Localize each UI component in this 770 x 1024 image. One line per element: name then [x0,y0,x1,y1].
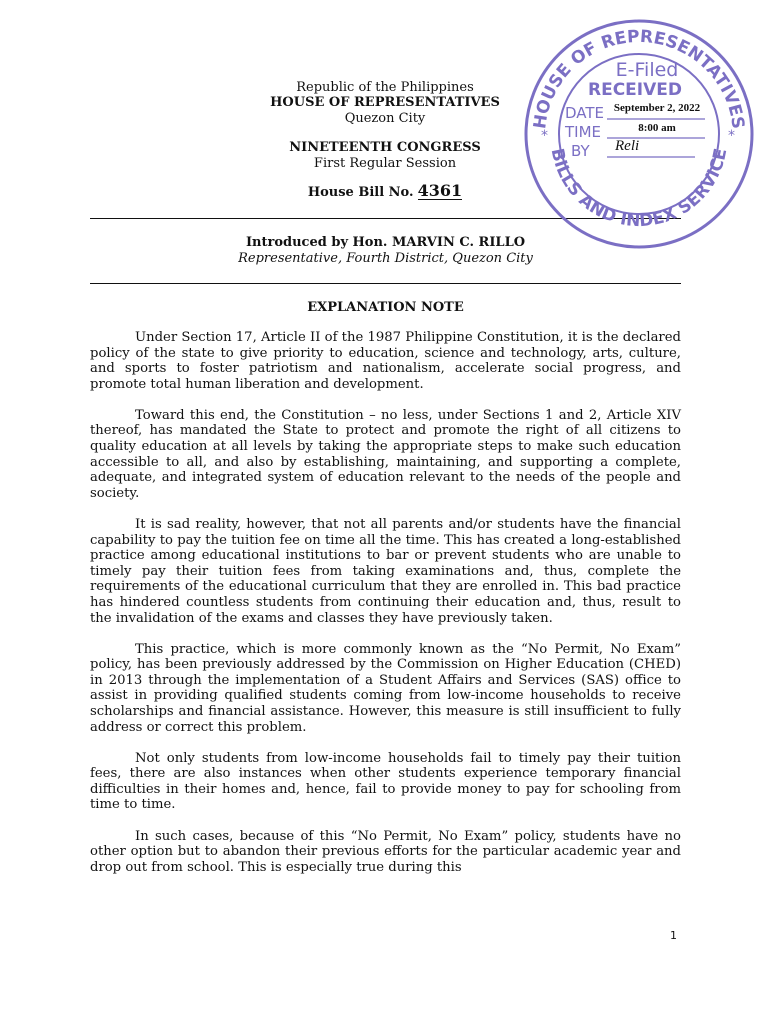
stamp-date-value: September 2, 2022 [613,102,701,114]
bill-number: 4361 [417,181,463,200]
stamp-by-label: BY [571,142,590,160]
house-line: HOUSE OF REPRESENTATIVES [270,95,500,110]
paragraph: Under Section 17, Article II of the 1987 Philippine Constitution, it is the declared policy of the state to give priority to education, science and technology, arts, culture, and sports to foster patriotism and nationalism, accelerate social progress, and promote total human liberation and development. [90,330,681,392]
stamp-arc-bottom-text: BILLS AND INDEX SERVICE [546,146,732,232]
stamp-time-value: 8:00 am [638,122,676,134]
stamp-star-left: * [541,128,548,144]
stamp-signature: Reli [615,138,640,154]
stamp-date-label: DATE [565,104,605,122]
bill-label: House Bill No. [307,185,414,200]
stamp-graphic [523,18,755,250]
paragraph: This practice, which is more commonly known as the “No Permit, No Exam” policy, has been previously addressed by the Commission on Higher Education (CHED) in 2013 through the implementation of a Student Affairs and Services (SAS) office to assist in providing qualified students coming from low-income households to receive scholarships and financial assistance. However, this measure is still insufficient to fully address or correct this problem. [90,641,681,735]
bill-number-line [230,183,540,201]
session-line: First Regular Session [313,156,457,171]
paragraph: It is sad reality, however, that not all parents and/or students have the financial capability to pay the tuition fee on time all the time. This has created a long-established practice among educational institutions to bar or prevent students who are unable to timely pay their tuition fees from taking examinations and, thus, complete the requirements of the educational curriculum that they are enrolled in. This bad practice has hindered countless students from continuing their education and, thus, result to the invalidation of the exams and classes they have previously taken. [90,516,681,626]
page-number: 1 [670,929,677,942]
stamp-efiled: E-Filed [615,59,679,81]
explanation-body [90,330,681,891]
republic-line: Republic of the Philippines [296,80,474,95]
received-stamp [523,18,755,250]
paragraph: Toward this end, the Constitution – no less, under Sections 1 and 2, Article XIV thereof, has mandated the State to protect and promote the right of all citizens to quality education at all levels by taking the appropriate steps to make such education accessible to all, and also by establishing, maintaining, and supporting a complete, adequate, and integrated system of education relevant to the needs of the people and society. [90,407,681,501]
city-line: Quezon City [344,111,426,126]
stamp-received: RECEIVED [588,80,682,100]
congress-line: NINETEENTH CONGRESS [289,140,481,155]
paragraph: Not only students from low-income households fail to timely pay their tuition fees, there are also instances when other students experience temporary financial difficulties in their homes and, hence, fail to provide money to pay for schooling from time to time. [90,750,681,813]
bottom-divider [90,283,681,284]
paragraph: In such cases, because of this “No Permit, No Exam” policy, students have no other option but to abandon their previous efforts for the particular academic year and drop out from school. This is especially true during this [90,828,681,875]
stamp-arc-top-text: HOUSE OF REPRESENTATIVES [530,26,748,131]
stamp-star-right: * [728,128,735,144]
explanation-title: EXPLANATION NOTE [307,300,464,315]
introduced-by: Introduced by Hon. MARVIN C. RILLO [245,235,526,250]
stamp-time-label: TIME [565,123,602,141]
author-position: Representative, Fourth District, Quezon City [238,251,533,266]
